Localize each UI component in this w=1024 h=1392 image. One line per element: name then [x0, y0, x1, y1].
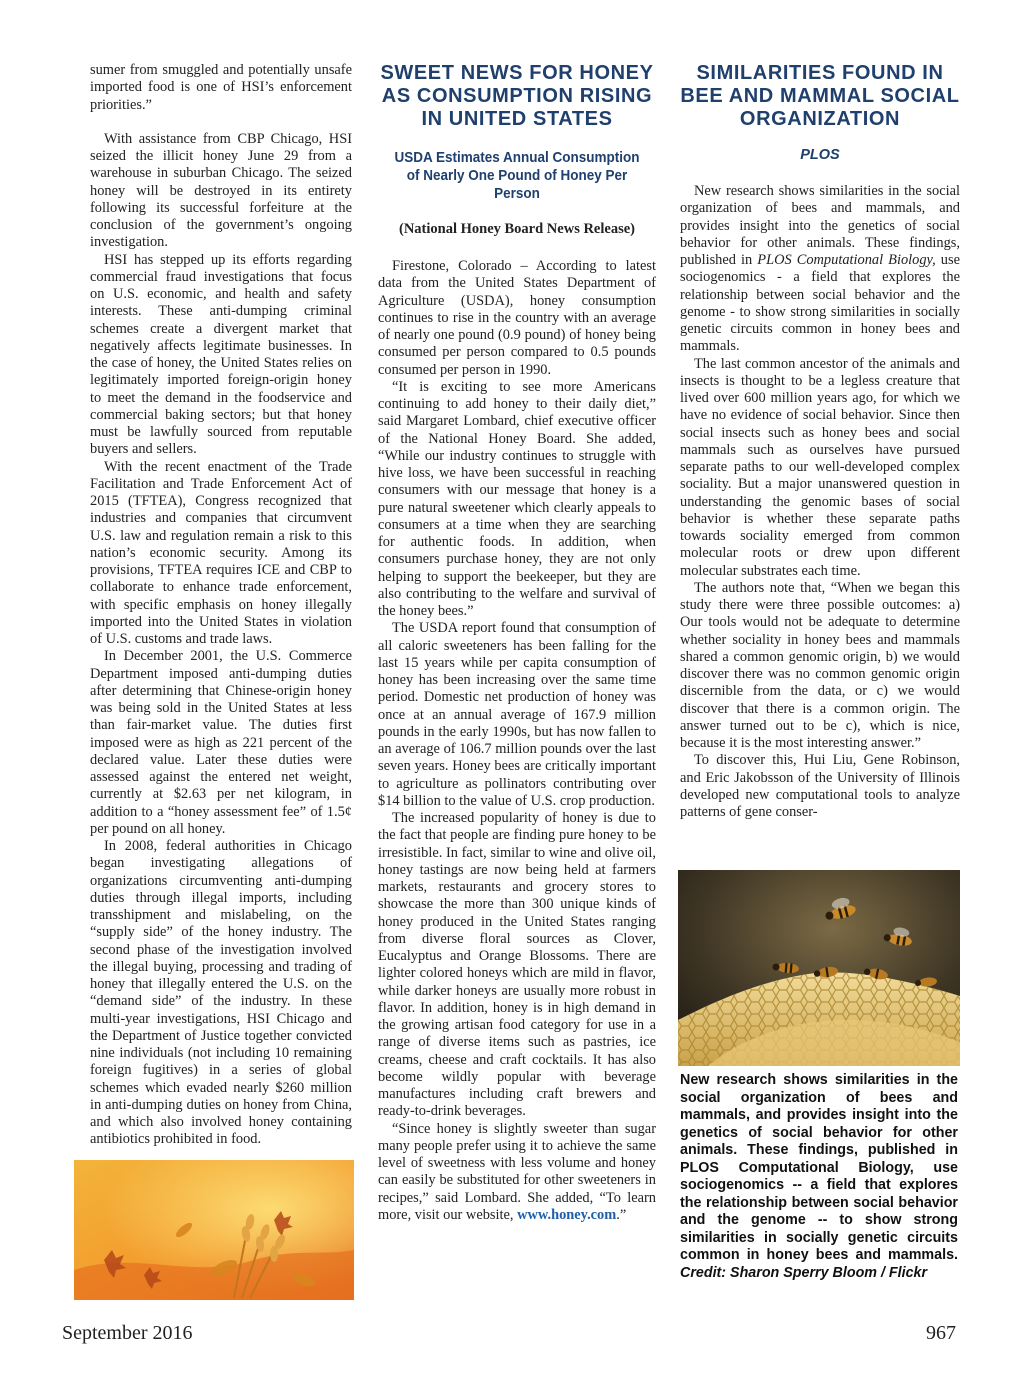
honey-article-source: (National Honey Board News Release)	[398, 221, 635, 237]
col3-p1-after: use sociogenomics - a field that explores the relationship between social behavior and the genome - to show strong similarities in socially genetic circuits common in honey bees and mammals.	[680, 252, 960, 355]
col1-paragraph: With the recent enactment of the Trade Facilitation and Trade Enforcement Act of 2015 (TFTEA), Congress recognized that industries and companies that circumvent U.S. law and regulation remain a risk to this nation’s economic security. Among its provisions, TFTEA requires ICE and CBP to collaborate to enhance trade enforcement, with specific emphasis on honey illegally imported into the United States in violation of U.S. customs and trade laws.	[90, 458, 352, 647]
bee-article-headline: SIMILARITIES FOUND IN BEE AND MAMMAL SOCIAL ORGANIZATION	[680, 62, 960, 130]
col3-paragraph	[680, 183, 960, 356]
column-2	[378, 62, 656, 1224]
autumn-leaves-illustration	[74, 1160, 354, 1300]
col2-paragraph: Firestone, Colorado – According to latest data from the United States Department of Agriculture (USDA), honey consumption continues to rise in the country with an average of nearly one pound (0.9 pound) of honey being consumed per person compared to 0.5 pounds consumed per person in 1990.	[378, 258, 656, 378]
col3-paragraph: The last common ancestor of the animals and insects is thought to be a legless creature that lived over 600 million years ago, for which we have no evidence of social behavior. Since then social insects such as honey bees and social mammals such as ourselves have pursued separate paths to our well-developed complex sociality. But a major unanswered question in understanding the genomic bases of social behavior is whether these separate paths towards sociality emerged from common molecular roots or drew upon different molecular substrates each time.	[680, 355, 960, 579]
bee-photo-caption-text	[680, 1072, 958, 1282]
col2-paragraph: The increased popularity of honey is due to the fact that people are finding pure honey to be irresistible. In fact, similar to wine and olive oil, honey tastings are now being held at farmers markets, restaurants and grocery stores to showcase the more than 300 unique kinds of honey produced in the United States ranging from diverse floral sources as Clover, Eucalyptus and Orange Blossoms. There are lighter colored honeys which are mild in flavor, while darker honeys are usually more robust in flavor. In addition, honey is in high demand in the growing artisan food category for use in a range of diverse items such as pastries, ice creams, cheese and craft cocktails. It has also become wildly popular with beverage manufactures including craft brewers and ready-to-drink beverages.	[378, 810, 656, 1120]
col3-p1-before: New research shows similarities in the social organization of bees and mammals, and provides insight into the genetics of social behavior for other animals. These findings, published in	[680, 183, 960, 268]
col1-paragraph: In December 2001, the U.S. Commerce Department imposed anti-dumping duties after determining that Chinese-origin honey was being sold in the United States at less than fair-market value. The duties first imposed were as high as 221 percent of the declared value. Later these duties were assessed against the entered net weight, currently at $2.63 per net kilogram, in addition to a “honey assessment fee” of 1.5¢ per pound on all honey.	[90, 648, 352, 837]
honey-article-deck: USDA Estimates Annual Consumption of Nearly One Pound of Honey Per Person	[394, 149, 640, 202]
col3-journal-name: PLOS Computational Biology,	[757, 252, 936, 268]
column-3	[680, 62, 960, 821]
col3-paragraph: To discover this, Hui Liu, Gene Robinson, and Eric Jakobsson of the University of Illinois developed new computational tools to analyze patterns of gene conser-	[680, 752, 960, 820]
col3-paragraph: The authors note that, “When we began this study there were three possible outcomes: a) Our tools would not be adequate to determine whether sociality in honey bees and mammals shared a common genomic origin, b) we would discover there was no common genomic origin discernible from the data, or c) we would discover that there is a common origin. The answer turned out to be c), which is nice, because it is the most interesting answer.”	[680, 579, 960, 751]
col2-last-paragraph-text: “Since honey is slightly sweeter than sugar many people prefer using it to achieve the same level of sweetness with less volume and honey can easily be substituted for other sweeteners in recipes,” said Lombard. She added, “To learn more, visit our website,	[378, 1120, 656, 1223]
honey-bees-illustration	[678, 870, 960, 1066]
col1-paragraph: In 2008, federal authorities in Chicago began investigating allegations of organizations circumventing anti-dumping duties through illegal imports, including transshipment and mislabeling, on the “supply side” of the honey industry. The second phase of the investigation involved the illegal buying, processing and trading of honey that illegally entered the U.S. on the “demand side” of the industry. In these multi-year investigations, HSI Chicago and the Department of Justice together convicted nine individuals (not including 10 remaining foreign fugitives) in a series of global schemes which evaded nearly $260 million in anti-dumping duties on honey from China, and which also involved honey containing antibiotics prohibited in food.	[90, 838, 352, 1148]
col2-last-paragraph-end: .”	[616, 1206, 627, 1223]
col1-paragraph: sumer from smuggled and potentially unsafe imported food is one of HSI’s enforcement priorities.”	[90, 62, 352, 113]
bee-photo-caption	[680, 1072, 958, 1282]
honey-article-headline: SWEET NEWS FOR HONEY AS CONSUMPTION RISING IN UNITED STATES	[380, 62, 654, 130]
col2-paragraph: “It is exciting to see more Americans continuing to add honey to their daily diet,” said Margaret Lombard, chief executive officer of the National Honey Board. She added, “While our industry continues to struggle with hive loss, we have been successful in reaching consumers with our message that honey is a pure natural sweetener which clearly appeals to consumers at a time when they are searching for authentic foods. In addition, when consumers purchase honey, they are not only helping to support the beekeeper, but they are also contributing to the welfare and survival of the honey bees.”	[378, 378, 656, 619]
footer-date: September 2016	[62, 1322, 193, 1344]
honey-bees-photo	[678, 870, 960, 1066]
autumn-leaves-image	[74, 1160, 354, 1300]
honey-website-link[interactable]: www.honey.com	[517, 1206, 617, 1223]
column-1	[90, 62, 352, 1149]
caption-text: New research shows similarities in the social organization of bees and mammals, and provides insight into the genetics of social behavior for other animals. These findings, published in PLOS Computational Biology, use sociogenomics -- a field that explores the relationship between social behavior and the genome -- to show strong similarities in socially genetic circuits common in honey bees and mammals.	[680, 1072, 958, 1263]
col2-paragraph: The USDA report found that consumption of all caloric sweeteners has been falling for the last 15 years while per capita consumption of honey has been increasing over the same time period. Domestic net production of honey was once at an annual average of 167.9 million pounds in the early 1990s, but has now fallen to an average of 106.7 million pounds over the last seven years. Honey bees are critically important to agriculture as pollinators contributing over $14 billion to the value of U.S. crop production.	[378, 620, 656, 809]
bee-article-byline: PLOS	[800, 147, 840, 163]
col1-paragraph: HSI has stepped up its efforts regarding commercial fraud investigations that focus on U.S. economic, and health and safety interests. These anti-dumping criminal schemes create a divergent market that negatively affects legitimate businesses. In the case of honey, the United States relies on legitimately imported foreign-origin honey to meet the demand in the foodservice and commercial baking sectors; but that honey must be lawfully sourced from reputable buyers and sellers.	[90, 251, 352, 458]
footer-page-number: 967	[926, 1322, 956, 1344]
col1-paragraph: With assistance from CBP Chicago, HSI seized the illicit honey June 29 from a warehouse in suburban Chicago. The seized honey will be destroyed in its entirety following its successful forfeiture at the conclusion of the government’s ongoing investigation.	[90, 130, 352, 251]
col2-last-paragraph	[378, 1121, 656, 1225]
caption-credit: Credit: Sharon Sperry Bloom / Flickr	[680, 1264, 928, 1281]
